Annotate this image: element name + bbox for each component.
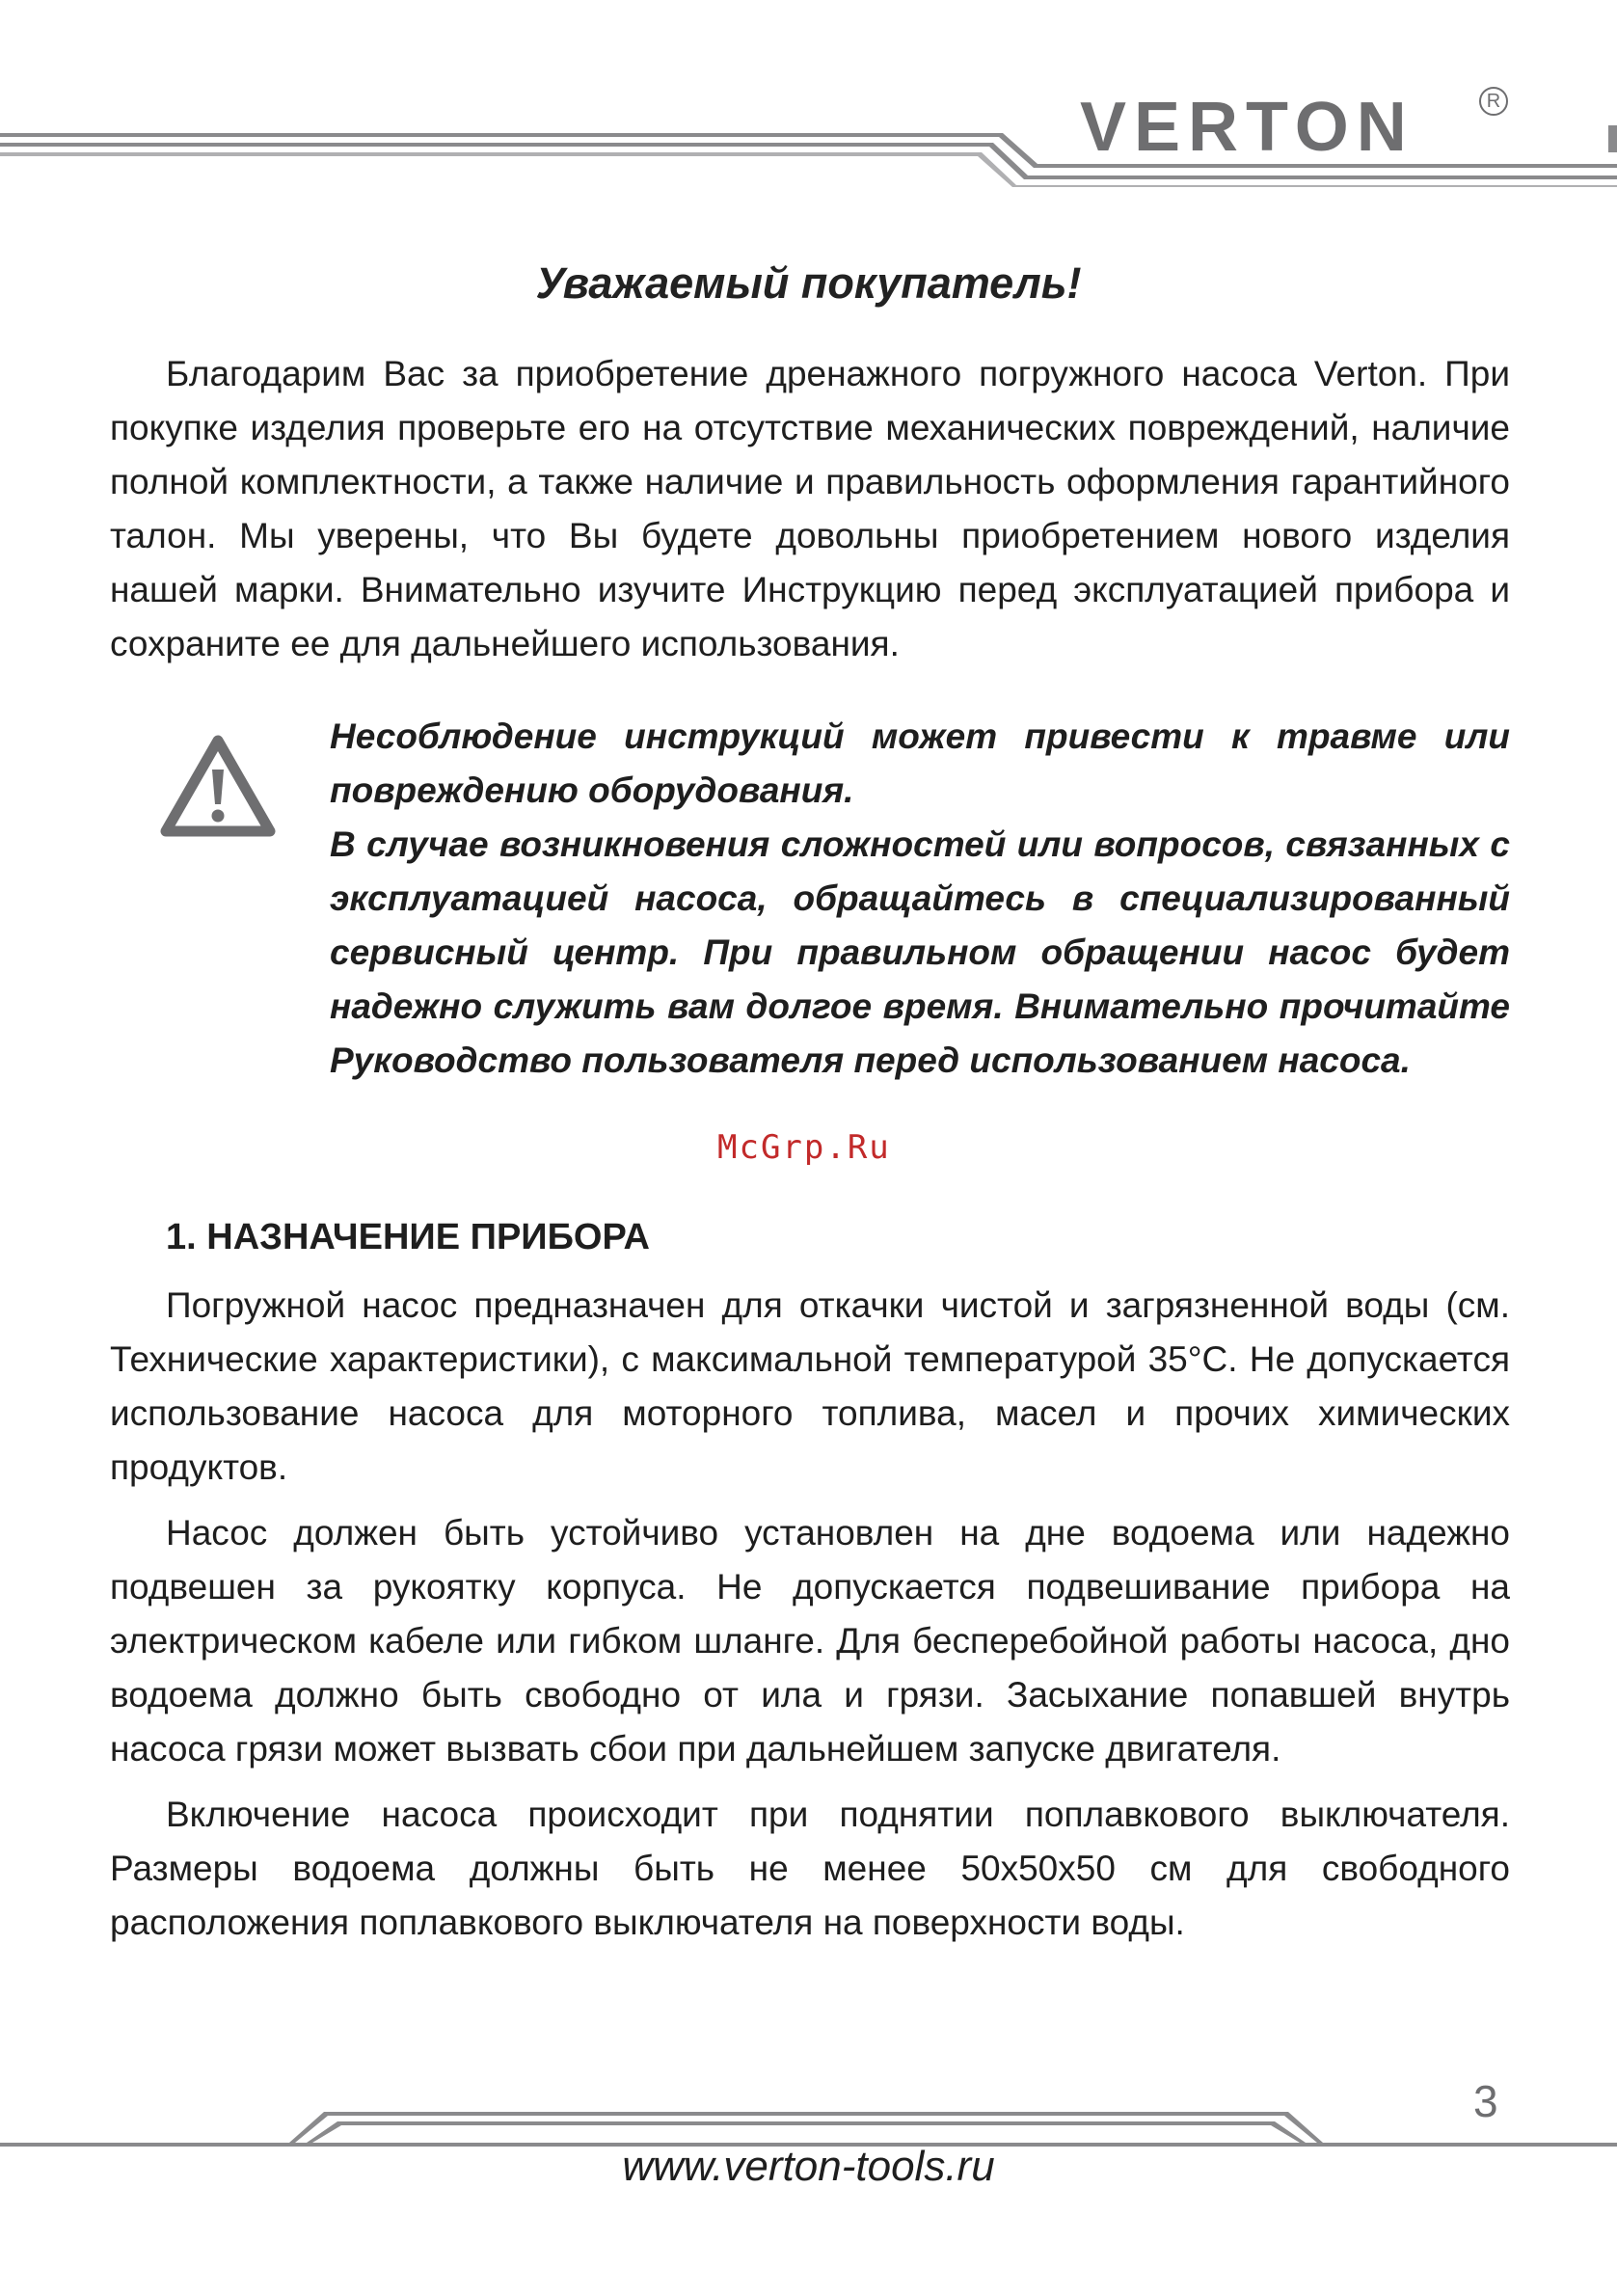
intro-paragraph bbox=[110, 347, 1510, 671]
watermark: McGrp.Ru bbox=[717, 1128, 891, 1167]
registered-mark: R bbox=[1479, 87, 1508, 116]
warning-line-2: В случае возникновения сложностей или вопросов, связанных с эксплуатацией насоса, обращайтесь в специализированный сервисный центр. При правильном обращении насос будет надежно служить вам долгое время. Внимательно прочитайте Руководство пользователя перед использованием насоса. bbox=[330, 824, 1510, 1080]
warning-triangle-icon bbox=[158, 733, 278, 841]
section-body bbox=[110, 1279, 1510, 1950]
footer-stripes bbox=[0, 2093, 1617, 2150]
section-heading: 1. НАЗНАЧЕНИЕ ПРИБОРА bbox=[166, 1217, 650, 1257]
page-title: Уважаемый покупатель! bbox=[535, 258, 1082, 308]
brand-logo: VERTON bbox=[1080, 89, 1415, 166]
section-paragraph-1: Погружной насос предназначен для откачки чистой и загрязненной воды (см. Технические характеристики), с максимальной температурой 35°С. Не допускается использование насоса для моторного топлива, масел и прочих химических продуктов. bbox=[110, 1285, 1510, 1487]
warning-block bbox=[330, 710, 1510, 1088]
section-paragraph-3: Включение насоса происходит при поднятии поплавкового выключателя. Размеры водоема должны быть не менее 50х50х50 см для свободного расположения поплавкового выключателя на поверхности воды. bbox=[110, 1795, 1510, 1942]
warning-line-1: Несоблюдение инструкций может привести к травме или повреждению оборудования. bbox=[330, 716, 1510, 810]
page-number: 3 bbox=[1473, 2076, 1498, 2126]
intro-text: Благодарим Вас за приобретение дренажного погружного насоса Verton. При покупке изделия проверьте его на отсутствие механических повреждений, наличие полной комплектности, а также наличие и правильность оформления гарантийного талон. Мы уверены, что Вы будете довольны приобретением нового изделия нашей марки. Внимательно изучите Инструкцию перед эксплуатацией прибора и сохраните ее для дальнейшего использования. bbox=[110, 354, 1510, 663]
footer-url[interactable]: www.verton-tools.ru bbox=[622, 2143, 995, 2190]
section-paragraph-2: Насос должен быть устойчиво установлен на дне водоема или надежно подвешен за рукоятку корпуса. Не допускается подвешивание прибора на электрическом кабеле или гибком шланге. Для бесперебойной работы насоса, дно водоема должно быть свободно от ила и грязи. Засыхание попавшей внутрь насоса грязи может вызвать сбои при дальнейшем запуске двигателя. bbox=[110, 1513, 1510, 1769]
